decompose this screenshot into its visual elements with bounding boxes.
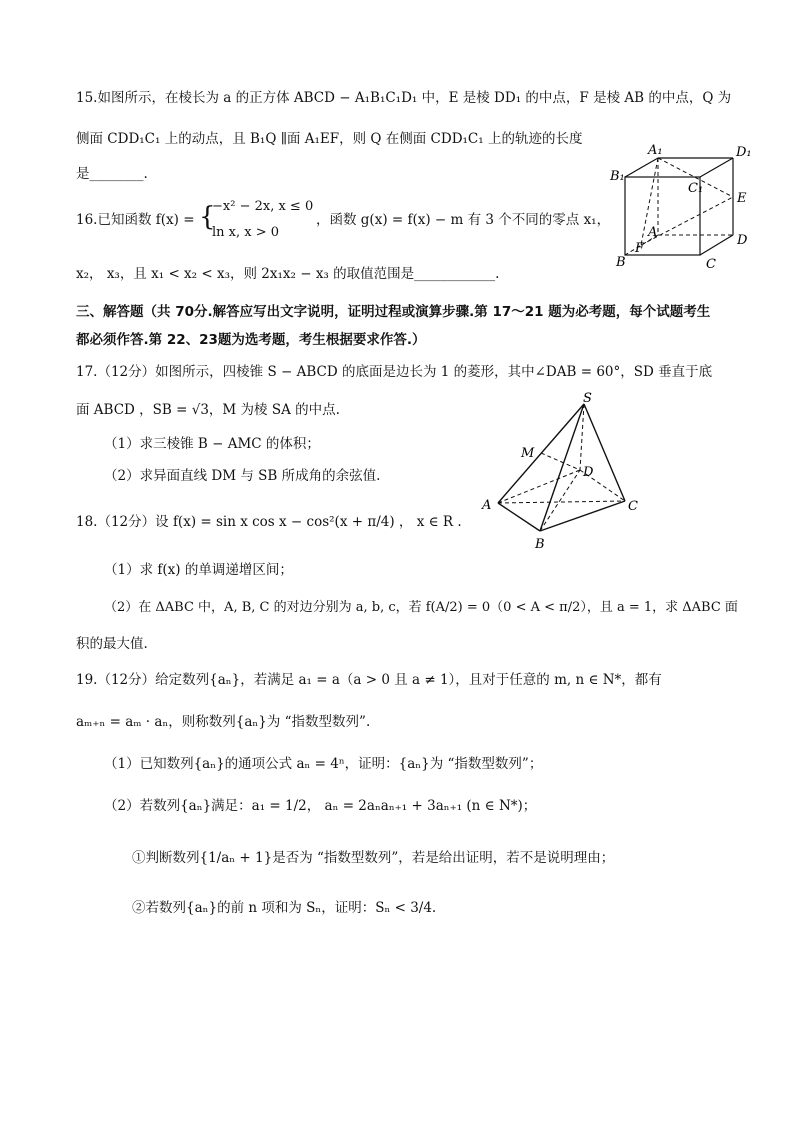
label-b: B xyxy=(535,537,545,552)
label-a1: A₁ xyxy=(648,143,663,158)
q17-line1: 17.（12分）如图所示，四棱锥 S − ABCD 的底面是边长为 1 的菱形，其中∠DAB = 60°，SD 垂直于底 xyxy=(76,364,713,380)
q17-line2: 面 ABCD ，SB = √3，M 为棱 SA 的中点. xyxy=(76,402,340,418)
cube-figure xyxy=(600,140,770,275)
label-c1: C₁ xyxy=(688,181,704,196)
pyramid-figure xyxy=(478,390,648,555)
q16-line2: x₂， x₃，且 x₁ < x₂ < x₃，则 2x₁x₂ − x₃ 的取值范围是____________. xyxy=(76,266,500,282)
edge-sb xyxy=(540,404,584,531)
line-md-hidden xyxy=(541,453,580,470)
label-d: D xyxy=(583,465,594,480)
label-e: E xyxy=(737,191,747,206)
label-d: D xyxy=(737,233,748,248)
edge-ab xyxy=(498,503,540,531)
q15-line3: 是________. xyxy=(76,166,148,182)
q16-case2: ln x, x > 0 xyxy=(212,225,280,240)
q18-sub2-cont: 积的最大值. xyxy=(76,636,148,652)
q19-sub2a: ①判断数列{1/aₙ + 1}是否为 “指数型数列”，若是给出证明，若不是说明理由； xyxy=(132,850,615,866)
label-b: B xyxy=(616,255,626,270)
edge-ad-hidden xyxy=(498,470,580,503)
label-c: C xyxy=(628,499,638,514)
label-c: C xyxy=(706,257,716,272)
label-f: F xyxy=(635,241,645,256)
edge-c1d1 xyxy=(700,158,733,177)
q16-case1: −x² − 2x, x ≤ 0 xyxy=(212,199,314,214)
q19-line1: 19.（12分）给定数列{aₙ}，若满足 a₁ = a（a > 0 且 a ≠ 1），且对于任意的 m, n ∈ N*，都有 xyxy=(76,672,662,688)
q19-sub2b: ②若数列{aₙ}的前 n 项和为 Sₙ，证明：Sₙ < 3/4. xyxy=(132,900,437,916)
label-a: A xyxy=(648,225,658,240)
q17-sub1: （1）求三棱锥 B − AMC 的体积； xyxy=(104,436,320,452)
label-b1: B₁ xyxy=(610,169,625,184)
section3-line1: 三、解答题（共 70分.解答应写出文字说明，证明过程或演算步骤.第 17～21 题为必考题，每个试题考生 xyxy=(76,304,711,320)
edge-cd xyxy=(700,235,733,255)
q19-sub2: （2）若数列{aₙ}满足：a₁ = 1/2， aₙ = 2aₙaₙ₊₁ + 3aₙ₊₁ (n ∈ N*)； xyxy=(104,798,537,814)
q16-suffix: ，函数 g(x) = f(x) − m 有 3 个不同的零点 x₁， xyxy=(316,212,611,228)
edge-bd-hidden xyxy=(540,470,580,531)
q16-brace: { xyxy=(199,202,216,232)
q18-sub2: （2）在 ΔABC 中，A, B, C 的对边分别为 a, b, c，若 f(A/2) = 0（0 < A < π/2），且 a = 1，求 ΔABC 面 xyxy=(104,600,738,615)
edge-ac-hidden xyxy=(498,501,625,503)
edge-bc xyxy=(540,501,625,531)
q15-line2: 侧面 CDD₁C₁ 上的动点，且 B₁Q ∥面 A₁EF，则 Q 在侧面 CDD₁C₁ 上的轨迹的长度 xyxy=(76,131,583,147)
label-m: M xyxy=(521,446,535,461)
q15-line1: 15.如图所示，在棱长为 a 的正方体 ABCD − A₁B₁C₁D₁ 中，E 是棱 DD₁ 的中点，F 是棱 AB 的中点，Q 为 xyxy=(76,90,732,106)
q19-sub1: （1）已知数列{aₙ}的通项公式 aₙ = 4ⁿ，证明：{aₙ}为 “指数型数列”； xyxy=(104,756,543,772)
q18-sub1: （1）求 f(x) 的单调递增区间； xyxy=(104,562,293,578)
section3-line2: 都必须作答.第 22、23题为选考题，考生根据要求作答.） xyxy=(76,332,426,348)
label-s: S xyxy=(583,391,592,406)
label-d1: D₁ xyxy=(736,145,752,160)
q18-line1: 18.（12分）设 f(x) = sin x cos x − cos²(x + π/4) ， x ∈ R . xyxy=(76,514,462,530)
q17-sub2: （2）求异面直线 DM 与 SB 所成角的余弦值. xyxy=(104,468,381,484)
edge-b1a1 xyxy=(625,158,658,177)
q16-prefix: 16.已知函数 f(x) = xyxy=(76,212,195,228)
q19-line2: aₘ₊ₙ = aₘ · aₙ，则称数列{aₙ}为 “指数型数列”. xyxy=(76,714,371,730)
label-a: A xyxy=(482,498,492,513)
